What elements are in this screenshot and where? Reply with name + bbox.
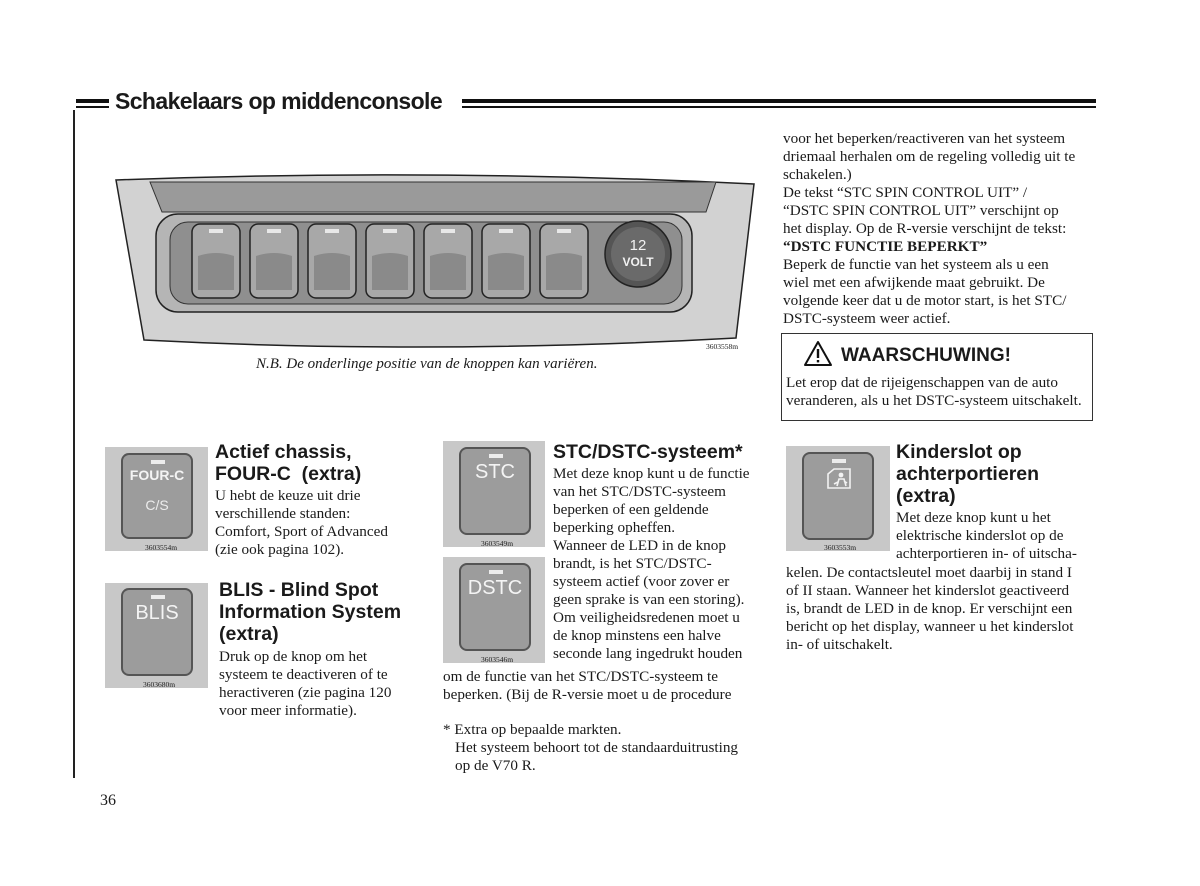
text-line: achterportieren in- of uitscha-	[896, 545, 1077, 562]
cs-label: C/S	[145, 497, 169, 513]
page-number: 36	[100, 792, 116, 809]
heading-line: Kinderslot op	[896, 441, 1022, 463]
text-line: volgende keer dat u de motor start, is het STC/	[783, 292, 1067, 309]
text-line: seconde lang ingedrukt houden	[553, 645, 743, 662]
blis-label: BLIS	[135, 602, 179, 624]
blis-switch	[121, 588, 193, 676]
child-lock-image-code: 3603553m	[824, 543, 857, 552]
stc-full-text	[443, 668, 763, 704]
heading-line: (extra)	[896, 485, 956, 507]
stc-image-code: 3603549m	[481, 539, 514, 548]
header-rule-right	[462, 99, 1096, 108]
text-line: brandt, is het STC/DSTC-	[553, 555, 712, 572]
footnote-line: Het systeem behoort tot de standaarduitrusting	[455, 739, 739, 756]
text-line: voor meer informatie).	[219, 702, 357, 719]
text-line: veranderen, als u het DSTC-systeem uitschakelt.	[786, 392, 1082, 409]
heading-line: achterportieren	[896, 463, 1040, 485]
dstc-button-image	[443, 557, 545, 663]
page-title: Schakelaars op middenconsole	[115, 88, 443, 114]
led-indicator	[832, 459, 846, 463]
text-line: verschillende standen:	[215, 505, 351, 522]
four-c-text	[215, 487, 415, 559]
header-rule-left	[76, 99, 109, 108]
dstc-switch	[459, 563, 531, 651]
text-line: driemaal herhalen om de regeling volledig uit te	[783, 148, 1076, 165]
footnote-line: op de V70 R.	[455, 757, 536, 774]
dstc-image-code: 3603546m	[481, 655, 514, 664]
heading-line: BLIS - Blind Spot	[219, 579, 379, 601]
blis-text	[219, 648, 419, 720]
heading-line: Information System	[219, 601, 402, 623]
console-image-code: 3603558m	[706, 342, 739, 351]
text-line: wiel met een afwijkende maat gebruikt. De	[783, 274, 1045, 291]
child-lock-heading	[896, 441, 1039, 507]
footnote-line: * Extra op bepaalde markten.	[443, 721, 622, 738]
stc-text	[553, 465, 773, 663]
center-console-illustration	[110, 150, 758, 355]
four-c-switch	[121, 453, 193, 539]
text-line: in- of uitschakelt.	[786, 636, 893, 653]
child-lock-full-text	[786, 564, 1098, 654]
margin-line	[73, 110, 75, 778]
text-line: (zie ook pagina 102).	[215, 541, 345, 558]
led-indicator	[151, 595, 165, 599]
four-c-button-image	[105, 447, 208, 551]
child-lock-text	[896, 509, 1096, 563]
text-line: Wanneer de LED in de knop	[553, 537, 726, 554]
text-line: De tekst “STC SPIN CONTROL UIT” /	[783, 184, 1028, 201]
dstc-label: DSTC	[467, 577, 523, 599]
four-c-label: FOUR-C	[129, 467, 185, 483]
stc-label: STC	[475, 461, 515, 483]
socket-label-bottom: VOLT	[622, 255, 654, 269]
socket-label-top: 12	[629, 237, 647, 254]
warning-title: WAARSCHUWING!	[841, 345, 1011, 366]
text-line: voor het beperken/reactiveren van het systeem	[783, 130, 1066, 147]
text-line: U hebt de keuze uit drie	[215, 487, 361, 504]
text-line: DSTC-systeem weer actief.	[783, 310, 951, 327]
led-indicator	[151, 460, 165, 464]
text-line: systeem actief (voor zover er	[553, 573, 730, 590]
text-line: beperken of een geldende	[553, 501, 709, 518]
text-line: Met deze knop kunt u het	[896, 509, 1051, 526]
stc-switch	[459, 447, 531, 535]
text-line: “DSTC SPIN CONTROL UIT” verschijnt op	[783, 202, 1059, 219]
text-line: is, brandt de LED in de knop. Er verschijnt een	[786, 600, 1073, 617]
text-line: systeem te deactiveren of te	[219, 666, 388, 683]
four-c-heading	[215, 441, 361, 485]
text-line: kelen. De contactsleutel moet daarbij in stand I	[786, 564, 1072, 581]
right-top-text	[783, 130, 1095, 328]
heading-line: FOUR-C (extra)	[215, 463, 362, 485]
warning-icon	[803, 340, 833, 367]
heading-line: Actief chassis,	[215, 441, 352, 463]
12-volt-socket	[605, 221, 671, 287]
text-line: schakelen.)	[783, 166, 852, 183]
stc-heading: STC/DSTC-systeem*	[553, 441, 743, 463]
text-line: Comfort, Sport of Advanced	[215, 523, 388, 540]
led-indicator	[489, 454, 503, 458]
four-c-image-code: 3603554m	[145, 543, 178, 552]
child-lock-button-image	[786, 446, 890, 551]
text-line: elektrische kinderslot op de	[896, 527, 1064, 544]
bold-line: “DSTC FUNCTIE BEPERKT”	[783, 238, 988, 255]
text-line: van het STC/DSTC-systeem	[553, 483, 726, 500]
text-line: heractiveren (zie pagina 120	[219, 684, 392, 701]
blis-image-code: 3603680m	[143, 680, 176, 689]
text-line: Druk op de knop om het	[219, 648, 368, 665]
text-line: geen sprake is van een storing).	[553, 591, 745, 608]
heading-line: (extra)	[219, 623, 279, 645]
child-lock-icon	[826, 468, 852, 490]
blis-button-image	[105, 583, 208, 688]
console-switches	[192, 224, 588, 298]
text-line: beperken. (Bij de R-versie moet u de procedure	[443, 686, 732, 703]
console-caption: N.B. De onderlinge positie van de knoppen kan variëren.	[256, 356, 598, 372]
text-line: of II staan. Wanneer het kinderslot geactiveerd	[786, 582, 1070, 599]
stc-button-image	[443, 441, 545, 547]
warning-text	[786, 374, 1092, 410]
text-line: Om veiligheidsredenen moet u	[553, 609, 740, 626]
text-line: de knop minstens een halve	[553, 627, 721, 644]
text-line: Let erop dat de rijeigenschappen van de auto	[786, 374, 1058, 391]
text-line: Beperk de functie van het systeem als u een	[783, 256, 1049, 273]
text-line: beperking opheffen.	[553, 519, 676, 536]
led-indicator	[489, 570, 503, 574]
text-line: het display. Op de R-versie verschijnt de tekst:	[783, 220, 1067, 237]
text-line: bericht op het display, wanneer u het kinderslot	[786, 618, 1074, 635]
footnote	[443, 721, 773, 775]
text-line: om de functie van het STC/DSTC-systeem te	[443, 668, 719, 685]
blis-heading	[219, 579, 401, 645]
child-lock-switch	[802, 452, 874, 540]
text-line: Met deze knop kunt u de functie	[553, 465, 750, 482]
